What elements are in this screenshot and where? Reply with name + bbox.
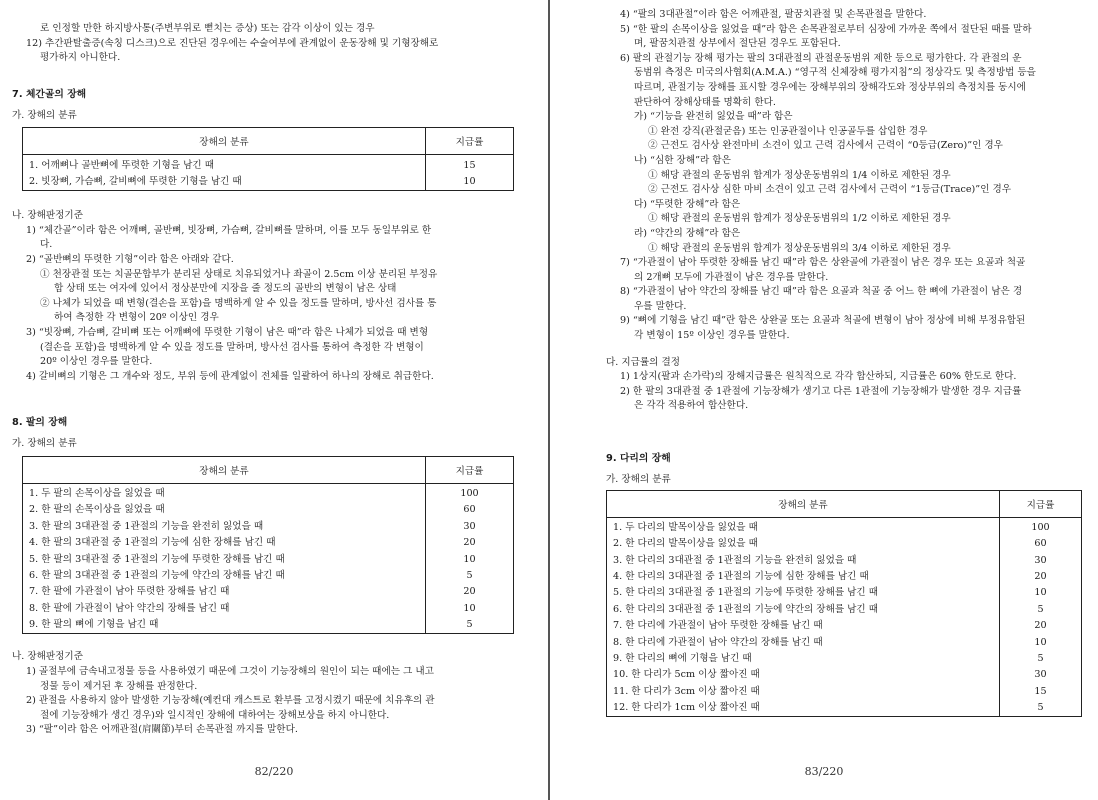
section-8-criteria-line: 3) “팔”이라 함은 어깨관절(肩關節)부터 손목관절 까지를 말한다. [26,724,298,736]
table-header-rate: 지급률 [426,456,514,483]
row-description: 6. 한 다리의 3대관절 중 1관절의 기능에 약간의 장해를 남긴 때 [613,603,879,615]
section-8-subheading-b: 나. 장해판정기준 [12,651,83,663]
row-rate: 20 [1000,618,1082,634]
table-header-rate: 지급률 [426,128,514,155]
table-row [607,552,1082,568]
right-intro-line: 나) “심한 장해”라 함은 [634,154,731,166]
row-description: 1. 두 팔의 손목이상을 잃었을 때 [29,488,165,500]
right-intro-line: 며, 팔꿈치관절 상부에서 절단된 경우도 포함된다. [634,38,841,50]
row-description: 1. 두 다리의 발목이상을 잃었을 때 [613,521,758,533]
row-rate: 5 [426,617,514,634]
row-description: 7. 한 팔에 가관절이 남아 뚜렷한 장해를 남긴 때 [29,586,230,598]
row-rate: 15 [1000,684,1082,700]
table-row [607,602,1082,618]
row-description: 1. 어깨뼈나 골반뼈에 뚜렷한 기형을 남긴 때 [29,159,214,171]
section-8-criteria-line: 1) 골절부에 금속내고정물 등을 사용하였기 때문에 그것이 기능장해의 원인이 되는 때에는 그 내고 [26,665,434,677]
left-intro-lines [12,22,506,66]
table-row [607,569,1082,585]
section-7-criteria-line: 다. [40,239,53,251]
right-intro-line: 5) “한 팔의 손목이상을 잃었을 때”라 함은 손목관절로부터 심장에 가까운 쪽에서 절단된 때를 말하 [620,23,1032,35]
right-intro-line: 가) “기능을 완전히 잃었을 때”라 함은 [634,111,793,123]
section-7-criteria-line: 4) 갈비뼈의 기형은 그 개수와 정도, 부위 등에 관계없이 전체를 일괄하여 하나의 장해로 취급한다. [26,370,434,382]
right-intro-line: ① 해당 관절의 운동범위 합계가 정상운동범위의 1/4 이하로 제한된 경우 [648,169,951,181]
section-9-title: 9. 다리의 장해 [606,453,671,465]
section-7-criteria-line: ② 나체가 되었을 때 변형(결손을 포함)을 명백하게 알 수 있을 정도를 말하며, 방사선 검사를 통 [40,297,437,309]
row-description: 8. 한 다리에 가관절이 남아 약간의 장해를 남긴 때 [613,636,823,648]
row-rate: 100 [426,483,514,502]
page-right [550,0,1098,800]
row-rate: 5 [1000,602,1082,618]
section-8-criteria-line: 절에 기능장해가 생긴 경우)와 일시적인 장해에 대하여는 장해보상을 하지 아니한다. [40,709,390,721]
row-rate: 60 [1000,536,1082,552]
table-row [607,618,1082,634]
right-intro-line: 8) “가관절이 남아 약간의 장해를 남긴 때”라 함은 요골과 척골 중 어느 한 뼈에 가관절이 남은 경 [620,286,1023,298]
table-row [607,634,1082,650]
row-rate: 5 [426,568,514,584]
page-number-left: 82/220 [254,765,294,778]
table-row [23,568,514,584]
table-row [607,585,1082,601]
left-intro-line: 로 인정할 만한 하지방사통(주변부위로 뻗치는 증상) 또는 감각 이상이 있는 경우 [40,23,375,34]
right-intro-line: 동범위 측정은 미국의사협회(A.M.A.) “영구적 신체장해 평가지침”의 정상각도 및 측정방법 등을 [634,67,1036,79]
rate-determination-line: 은 각각 적용하여 합산한다. [634,400,749,412]
row-description: 12. 한 다리가 1cm 이상 짧아진 때 [613,702,760,714]
row-description: 3. 한 팔의 3대관절 중 1관절의 기능을 완전히 잃었을 때 [29,520,264,532]
section-7-table [22,127,514,191]
row-rate: 15 [426,155,514,174]
table-header-category: 장해의 분류 [23,456,426,483]
table-header-rate: 지급률 [1000,490,1082,517]
right-intro-line: 6) 팔의 관절기능 장해 평가는 팔의 3대관절의 관절운동범위 제한 등으로 평가한다. 각 관절의 운 [620,52,1022,64]
row-description: 2. 한 팔의 손목이상을 잃었을 때 [29,504,165,516]
row-rate: 20 [426,535,514,551]
table-header-category: 장해의 분류 [23,128,426,155]
right-intro-line: 각 변형이 15º 이상인 경우를 말한다. [634,330,790,342]
row-rate: 60 [426,502,514,518]
row-rate: 10 [426,551,514,567]
rate-determination-lines [606,370,1088,414]
rate-determination-line: 2) 한 팔의 3대관절 중 1관절에 기능장해가 생기고 다른 1관절에 기능장해가 발생한 경우 지급률 [620,385,1022,397]
right-intro-line: 4) “팔의 3대관절”이라 함은 어깨관절, 팔꿈치관절 및 손목관절을 말한다. [620,9,927,20]
section-8-criteria-line: 2) 관절을 사용하지 않아 발생한 기능장해(예컨대 캐스트로 환부를 고정시켰기 때문에 치유후의 관 [26,695,435,707]
section-7-criteria-line: ① 천장관절 또는 치골문합부가 분리된 상태로 치유되었거나 좌골이 2.5cm 이상 분리된 부정유 [40,268,438,280]
section-7-criteria-line: 2) “골반뼈의 뚜렷한 기형”이라 함은 아래와 같다. [26,253,234,265]
table-row [23,551,514,567]
row-description: 3. 한 다리의 3대관절 중 1관절의 기능을 완전히 잃었을 때 [613,554,857,566]
right-intro-line: ② 근전도 검사상 심한 마비 소견이 있고 근력 검사에서 근력이 “1등급(Trace)”인 경우 [648,184,1012,196]
section-7-title: 7. 체간골의 장해 [12,88,87,100]
table-row [607,651,1082,667]
section-7-criteria [12,224,506,385]
table-row [23,535,514,551]
right-intro-line: 판단하여 장해상태를 명확히 한다. [634,96,776,108]
table-row [23,601,514,617]
row-description: 10. 한 다리가 5cm 이상 짧아진 때 [613,669,760,681]
right-intro-line: ① 완전 강직(관절굳음) 또는 인공관절이나 인공골두를 삽입한 경우 [648,125,928,137]
row-rate: 30 [1000,667,1082,683]
subheading-c: 다. 지급률의 결정 [606,356,681,368]
right-intro-line: ② 근전도 검사상 완전마비 소견이 있고 근력 검사에서 근력이 “0등급(Zero)”인 경우 [648,140,1003,152]
section-8-criteria [12,665,506,738]
table-row [23,584,514,600]
row-rate: 30 [1000,552,1082,568]
section-8-title: 8. 팔의 장해 [12,417,68,429]
rate-determination-line: 1) 1상지(팔과 손가락)의 장해지급률은 원칙적으로 각각 합산하되, 지급률은 60% 한도로 한다. [620,371,1017,383]
row-description: 4. 한 다리의 3대관절 중 1관절의 기능에 심한 장해를 남긴 때 [613,570,869,582]
row-rate: 20 [1000,569,1082,585]
row-description: 4. 한 팔의 3대관절 중 1관절의 기능에 심한 장해를 남긴 때 [29,537,276,549]
row-description: 9. 한 팔의 뼈에 기형을 남긴 때 [29,619,159,631]
section-7-criteria-line: 합 상태 또는 여자에 있어서 정상분만에 지장을 줄 정도의 골반의 변형이 남은 상태 [54,283,397,295]
section-8-subheading-a: 가. 장해의 분류 [12,438,77,450]
right-intro-line: ① 해당 관절의 운동범위 합계가 정상운동범위의 1/2 이하로 제한된 경우 [648,213,951,225]
row-description: 6. 한 팔의 3대관절 중 1관절의 기능에 약간의 장해를 남긴 때 [29,570,285,582]
row-rate: 100 [1000,517,1082,536]
right-intro-line: 9) “뼈에 기형을 남긴 때”란 함은 상완골 또는 요골과 척골에 변형이 남아 정상에 비해 부정유합된 [620,315,1026,327]
section-7-criteria-line: 1) “체간골”이라 함은 어깨뼈, 골반뼈, 빗장뼈, 가슴뼈, 갈비뼈를 말하며, 이를 모두 동일부위로 한 [26,224,432,236]
right-intro-lines [606,8,1088,344]
section-7-criteria-line: 3) “빗장뼈, 가슴뼈, 갈비뼈 또는 어깨뼈에 뚜렷한 기형이 남은 때”라 함은 나체가 되었을 때 변형 [26,326,429,338]
table-row [23,155,514,174]
row-rate: 30 [426,519,514,535]
section-7-subheading-a: 가. 장해의 분류 [12,109,77,121]
right-intro-line: 우를 말한다. [634,300,687,312]
row-rate: 10 [1000,585,1082,601]
section-7-criteria-line: (결손을 포함)을 명백하게 알 수 있을 정도를 말하며, 방사선 검사를 통하여 측정한 각 변형이 [40,341,424,353]
table-row [23,483,514,502]
page-left [0,0,548,800]
row-description: 9. 한 다리의 뼈에 기형을 남긴 때 [613,652,752,664]
section-7-criteria-line: 20º 이상인 경우를 말한다. [40,356,153,368]
row-rate: 10 [1000,634,1082,650]
table-row [23,617,514,634]
left-intro-line: 12) 추간판탈출증(속칭 디스크)으로 진단된 경우에는 수술여부에 관계없이 운동장해 및 기형장해로 [26,37,439,49]
row-rate: 10 [426,601,514,617]
table-row [607,684,1082,700]
row-rate: 5 [1000,700,1082,717]
left-intro-line: 평가하지 아니한다. [40,52,121,64]
right-intro-line: 7) “가관절이 남아 뚜렷한 장해를 남긴 때”라 함은 상완골에 가관절이 남은 경우 또는 요골과 척골 [620,257,1026,269]
right-intro-line: ① 해당 관절의 운동범위 합계가 정상운동범위의 3/4 이하로 제한된 경우 [648,242,951,254]
row-description: 8. 한 팔에 가관절이 남아 약간의 장해를 남긴 때 [29,602,230,614]
right-intro-line: 다) “뚜렷한 장해”라 함은 [634,198,741,210]
section-9-subheading-a: 가. 장해의 분류 [606,474,671,486]
table-row [607,700,1082,717]
table-row [607,667,1082,683]
row-description: 5. 한 팔의 3대관절 중 1관절의 기능에 뚜렷한 장해를 남긴 때 [29,553,285,565]
table-row [23,502,514,518]
page-number-right: 83/220 [804,765,844,778]
row-description: 2. 빗장뼈, 가슴뼈, 갈비뼈에 뚜렷한 기형을 남긴 때 [29,175,242,187]
table-row [607,536,1082,552]
row-description: 11. 한 다리가 3cm 이상 짧아진 때 [613,685,760,697]
right-intro-line: 따르며, 관절기능 장해를 표시할 경우에는 장해부위의 장해각도와 정상부위의 측정치를 동시에 [634,81,1026,93]
right-intro-line: 의 2개뼈 모두에 가관절이 남은 경우를 말한다. [634,271,829,283]
section-8-table [22,456,514,635]
table-row [23,174,514,191]
table-row [607,517,1082,536]
table-header-category: 장해의 분류 [607,490,1000,517]
row-rate: 10 [426,174,514,191]
section-8-criteria-line: 정물 등이 제거된 후 장해를 판정한다. [40,680,198,692]
section-7-criteria-line: 하여 측정한 각 변형이 20º 이상인 경우 [54,312,219,324]
section-7-subheading-b: 나. 장해판정기준 [12,210,83,222]
row-rate: 5 [1000,651,1082,667]
section-9-table [606,490,1082,718]
row-description: 5. 한 다리의 3대관절 중 1관절의 기능에 뚜렷한 장해를 남긴 때 [613,587,879,599]
row-description: 2. 한 다리의 발목이상을 잃었을 때 [613,538,758,550]
row-description: 7. 한 다리에 가관절이 남아 뚜렷한 장해를 남긴 때 [613,620,823,632]
table-row [23,519,514,535]
row-rate: 20 [426,584,514,600]
right-intro-line: 라) “약간의 장해”라 함은 [634,227,741,239]
